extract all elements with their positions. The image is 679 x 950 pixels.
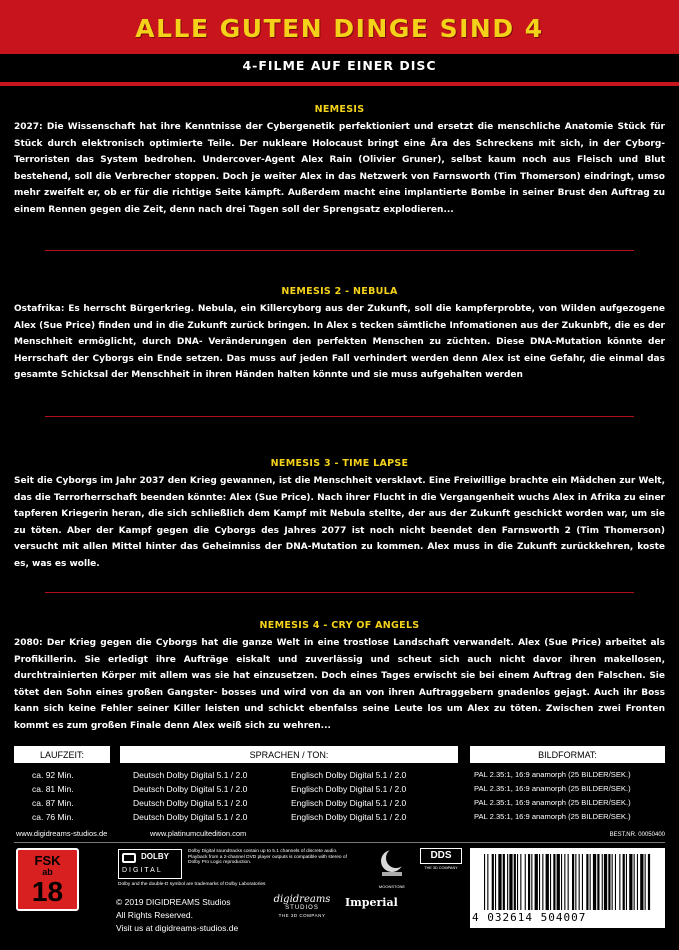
dolby-word: DOLBY	[141, 852, 169, 861]
dolby-note: Dolby Digital soundtracks contain up to 5.1 channels of discrete audio. Playback from a 2-channel DVD player outputs is compatible with stereo of Dolby Pro Logic reproduction.	[188, 849, 347, 866]
format-header: BILDFORMAT:	[470, 746, 665, 763]
rights: All Rights Reserved.	[116, 910, 194, 920]
fsk-rating-badge	[16, 848, 79, 911]
fsk-label: FSK	[34, 853, 61, 868]
dds-logo: DDS THE 3D COMPANY	[420, 848, 462, 882]
section-divider	[45, 592, 634, 593]
fsk-ab: ab	[42, 867, 53, 877]
runtime-item: ca. 92 Min.	[32, 770, 74, 780]
copyright: © 2019 DIGIDREAMS Studios	[116, 897, 231, 907]
section-title: NEMESIS	[314, 104, 365, 115]
german-audio-list	[133, 768, 247, 824]
visit-text: Visit us at digidreams-studios.de	[116, 923, 239, 933]
format-item: PAL 2.35:1, 16:9 anamorph (25 BILDER/SEK.)	[474, 784, 631, 793]
languages-header: SPRACHEN / TON:	[120, 746, 458, 763]
format-item: PAL 2.35:1, 16:9 anamorph (25 BILDER/SEK.)	[474, 798, 631, 807]
section-title: NEMESIS 2 - NEBULA	[281, 286, 398, 297]
format-item: PAL 2.35:1, 16:9 anamorph (25 BILDER/SEK.)	[474, 770, 631, 779]
section-synopsis: 2080: Der Krieg gegen die Cyborgs hat die ganze Welt in eine trostlose Landschaft verwandelt. Alex (Sue Price) arbeitet als Profikillerin. Sie erledigt ihre Aufträge eiskalt und zuverlässig und scheut sich auch nicht davor ihren makellosen, durchtrainierten Körper mit allem was sie hat einzusetzen. Doch eines Tages erwischt sie bei einem Auftrag den Falschen. Sie tötet den Sohn eines großen Gangster- bosses und wird von da an von ihren Auftraggebern gnadenlos gejagt. Auch ihr Boss kann sich keine Fehler seiner Killer leisten und schickt ebenfalss seine Leute los um Alex zu töten. Zwischen zwei Fronten kommt es zum großen Finale denn Alex weiß sich zu wehren...	[14, 638, 665, 731]
section-nemesis	[14, 104, 665, 218]
dolby-digital-word: DIGITAL	[122, 867, 163, 874]
digidreams-logo: digidreams STUDIOS THE 3D COMPANY	[273, 894, 331, 918]
title-rule	[0, 82, 679, 86]
audio-item: Englisch Dolby Digital 5.1 / 2.0	[291, 784, 407, 794]
audio-item: Englisch Dolby Digital 5.1 / 2.0	[291, 812, 407, 822]
cover-title: ALLE GUTEN DINGE SIND 4	[135, 14, 544, 43]
runtime-item: ca. 81 Min.	[32, 784, 74, 794]
dolby-digital-logo	[118, 849, 182, 879]
section-nemesis-4	[14, 620, 665, 734]
section-nemesis-3	[14, 458, 665, 572]
audio-item: Deutsch Dolby Digital 5.1 / 2.0	[133, 784, 248, 794]
section-synopsis: Ostafrika: Es herrscht Bürgerkrieg. Nebula, ein Killercyborg aus der Zukunft, soll die kampferprobte, von Wilden aufgezogene Alex (Sue Price) finden und in die Zukunft zurück bringen. In Alex s tecken sämtliche Infomationen aus der Zukunbft, die es der Menschheit ermöglicht, durch DNA- Veränderungen den perfekten Menschen zu züchten. Diese DNA-Mutation könnte der Herrschaft der Cyborgs ein Ende setzen. Das muss auf jeden Fall verhindert werden denn Alex ist eine Gefahr, die einmal das gesamte Schicksal der Menschheit in ihren Händen halten könnte und sie muss aufgehalten werden	[14, 304, 665, 380]
fsk-age: 18	[31, 876, 64, 907]
audio-item: Deutsch Dolby Digital 5.1 / 2.0	[133, 798, 248, 808]
section-synopsis: Seit die Cyborgs im Jahr 2037 den Krieg gewannen, ist die Menschheit versklavt. Eine Freiwillige brachte ein Mädchen zur Welt, das die Terrorherrschaft beenden könnte: Alex (Sue Price). Nach ihrer Flucht in die Vergangenheit wuchs Alex in Afrika zu einer tapferen Kriegerin heran, die sich schließlich dem Kampf mit Nebula stellte, der aus der Zukunft geschickt worden war, um sie zu töten. Aber der Kampf gegen die Cyborgs des Jahres 2077 ist noch nicht beendet den Farnsworth 2 (Tim Thomerson) versucht mit allen Mittel hinter das Geheimniss der DNA-Mutation zu kommen. Alex muss in die Zukunft zurückkehren, koste es, was es wolle.	[14, 476, 665, 569]
runtime-item: ca. 87 Min.	[32, 798, 74, 808]
runtime-list	[32, 768, 74, 824]
section-synopsis: 2027: Die Wissenschaft hat ihre Kenntnisse der Cybergenetik perfektioniert und ersetzt die menschliche Anatomie Stück für Stück durch elektronisch optimierte Teile. Der nukleare Holocaust bringt eine Ära des Schreckens mit sich, in der Cyborg-Terroristen das System bedrohen. Undercover-Agent Alex Rain (Olivier Gruner), selbst kaum noch aus Fleisch und Blut bestehend, soll die Verbrecher stoppen. Doch je weiter Alex in das Netzwerk von Farnsworth (Tim Thomerson) eindringt, umso mehr zweifelt er, ob er für die richtige Seite kämpft. Außerdem macht eine implantierte Bombe in seiner Brust den Auftrag zu einem Rennen gegen die Zeit, denn nach drei Tagen soll der Sprengsatz explodieren...	[14, 122, 665, 215]
edition-url[interactable]: www.platinumcultedition.com	[150, 829, 247, 838]
audio-item: Englisch Dolby Digital 5.1 / 2.0	[291, 798, 407, 808]
audio-item: Englisch Dolby Digital 5.1 / 2.0	[291, 770, 407, 780]
section-title: NEMESIS 3 - TIME LAPSE	[270, 458, 409, 469]
studio-url[interactable]: www.digidreams-studios.de	[16, 829, 108, 838]
runtime-item: ca. 76 Min.	[32, 812, 74, 822]
dolby-trademark: Dolby and the double-D symbol are trademarks of Dolby Laboratories	[118, 882, 266, 887]
english-audio-list	[291, 768, 406, 824]
double-d-icon	[122, 853, 136, 863]
audio-item: Deutsch Dolby Digital 5.1 / 2.0	[133, 812, 248, 822]
format-list	[474, 768, 631, 824]
imperial-logo: Imperial	[345, 896, 398, 909]
moon-icon	[376, 848, 408, 878]
format-item: PAL 2.35:1, 16:9 anamorph (25 BILDER/SEK.)	[474, 812, 631, 821]
cover-subtitle: 4-FILME AUF EINER DISC	[242, 58, 437, 73]
barcode-bars-icon	[484, 854, 652, 912]
copyright-block	[116, 896, 238, 935]
order-number: BEST.NR. 00050400	[609, 832, 665, 838]
moonstone-logo: MOONSTONE	[376, 848, 408, 889]
footer-rule	[14, 842, 665, 843]
section-nemesis-2	[14, 286, 665, 384]
section-title: NEMESIS 4 - CRY OF ANGELS	[259, 620, 420, 631]
barcode-number: 4 032614 504007	[472, 911, 587, 924]
section-divider	[45, 250, 634, 251]
barcode	[470, 848, 665, 928]
runtime-header: LAUFZEIT:	[14, 746, 110, 763]
section-divider	[45, 416, 634, 417]
audio-item: Deutsch Dolby Digital 5.1 / 2.0	[133, 770, 248, 780]
